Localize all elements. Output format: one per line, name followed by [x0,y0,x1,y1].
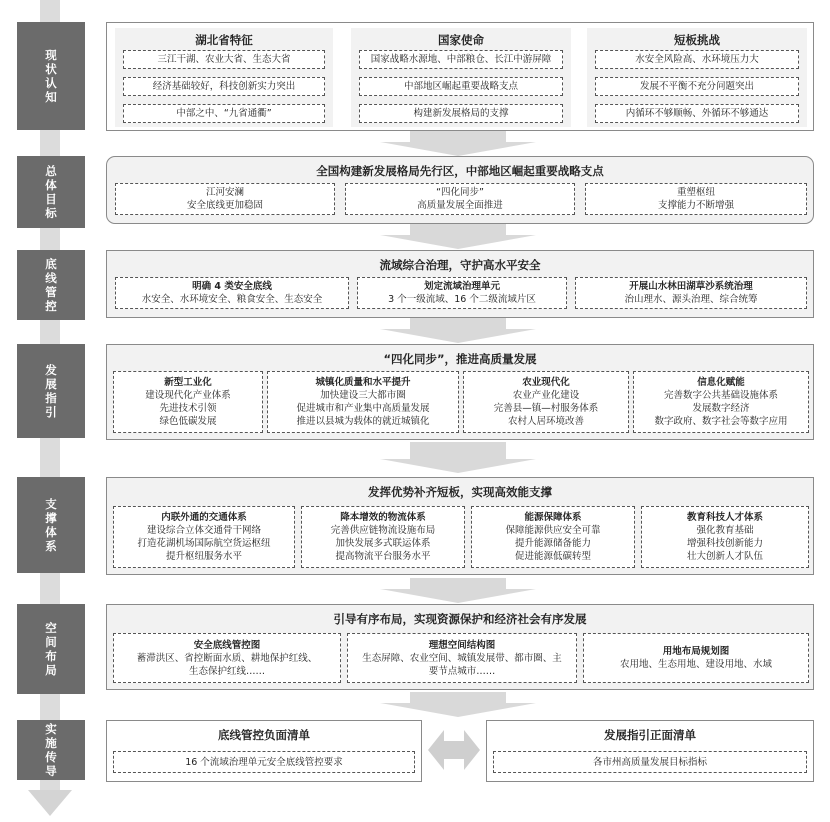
support-box: 教育科技人才体系 强化教育基础 增强科技创新能力 壮大创新人才队伍 [641,506,809,568]
bottom-line-panel [106,250,814,318]
bottom-line-title: 流域综合治理，守护高水平安全 [379,258,541,272]
status-item: 国家战略水源地、中部粮仓、长江中游屏障 [359,50,563,69]
stage-tag-goal: 总体目标 [17,156,85,228]
flow-arrow-3 [358,318,558,344]
status-item: 中部之中、“九省通衢” [123,104,325,123]
status-panel [106,22,814,131]
support-title: 发挥优势补齐短板，实现高效能支撑 [368,485,552,499]
status-column-hubei [115,28,333,127]
status-item: 三江干湖、农业大省、生态大省 [123,50,325,69]
support-box: 降本增效的物流体系 完善供应链物流设施布局 加快发展多式联运体系 提高物流平台服务水平 [301,506,465,568]
positive-list-item: 各市州高质量发展目标指标 [493,751,807,773]
status-item: 内循环不够顺畅、外循环不够通达 [595,104,799,123]
development-box: 新型工业化 建设现代化产业体系 先进技术引领 绿色低碳发展 [113,371,263,433]
spine-arrow-icon [28,790,72,816]
goal-box: 江河安澜 安全底线更加稳固 [115,183,335,215]
bottom-line-box: 划定流域治理单元 3 个一级流域、16 个二级流域片区 [357,277,567,309]
bottom-line-box: 明确 4 类安全底线 水安全、水环境安全、粮食安全、生态安全 [115,277,349,309]
flow-arrow-4 [358,442,558,476]
spatial-title: 引导有序布局，实现资源保护和经济社会有序发展 [333,612,587,626]
status-column-shortcomings [587,28,807,127]
column-title: 短板挑战 [674,33,720,47]
flow-arrow-5 [358,578,558,604]
spatial-box: 用地布局规划图 农用地、生态用地、建设用地、水域 [583,633,809,683]
stage-tag-spatial: 空间布局 [17,604,85,694]
goal-box: “四化同步” 高质量发展全面推进 [345,183,575,215]
stage-tag-implementation: 实施传导 [17,720,85,780]
flow-arrow-2 [358,224,558,248]
support-panel [106,477,814,575]
status-item: 水安全风险高、水环境压力大 [595,50,799,69]
development-box: 信息化赋能 完善数字公共基础设施体系 发展数字经济 数字政府、数字社会等数字应用 [633,371,809,433]
negative-list-item: 16 个流域治理单元安全底线管控要求 [113,751,415,773]
development-title: “四化同步”，推进高质量发展 [383,352,537,366]
support-box: 内联外通的交通体系 建设综合立体交通骨干网络 打造花湖机场国际航空货运枢纽 提升枢纽服务水平 [113,506,295,568]
status-item: 发展不平衡不充分问题突出 [595,77,799,96]
positive-list-title: 发展指引正面清单 [604,728,696,742]
double-arrow-icon [428,726,480,774]
stage-tag-development: 发展指引 [17,344,85,438]
spatial-panel [106,604,814,690]
stage-tag-support: 支撑体系 [17,477,85,573]
status-item: 构建新发展格局的支撑 [359,104,563,123]
flow-arrow-1 [358,131,558,155]
spatial-box: 安全底线管控图 蓄滞洪区、省控断面水质、耕地保护红线、 生态保护红线…… [113,633,341,683]
development-panel [106,344,814,440]
flow-arrow-6 [358,692,558,718]
positive-list-panel [486,720,814,782]
status-item: 中部地区崛起重要战略支点 [359,77,563,96]
development-box: 农业现代化 农业产业化建设 完善县—镇—村服务体系 农村人居环境改善 [463,371,629,433]
goal-box: 重塑枢纽 支撑能力不断增强 [585,183,807,215]
bottom-line-box: 开展山水林田湖草沙系统治理 治山理水、源头治理、综合统筹 [575,277,807,309]
status-item: 经济基础较好，科技创新实力突出 [123,77,325,96]
goal-title: 全国构建新发展格局先行区，中部地区崛起重要战略支点 [316,164,604,178]
column-title: 湖北省特征 [195,33,253,47]
support-box: 能源保障体系 保障能源供应安全可靠 提升能源储备能力 促进能源低碳转型 [471,506,635,568]
column-title: 国家使命 [438,33,484,47]
negative-list-panel [106,720,422,782]
spatial-box: 理想空间结构图 生态屏障、农业空间、城镇发展带、都市圈、主 要节点城市…… [347,633,577,683]
development-box: 城镇化质量和水平提升 加快建设三大都市圈 促进城市和产业集中高质量发展 推进以县城为载体的就近城镇化 [267,371,459,433]
stage-tag-status: 现状认知 [17,22,85,130]
negative-list-title: 底线管控负面清单 [218,728,310,742]
status-column-mission [351,28,571,127]
goal-panel [106,156,814,224]
stage-tag-bottom-line: 底线管控 [17,250,85,320]
